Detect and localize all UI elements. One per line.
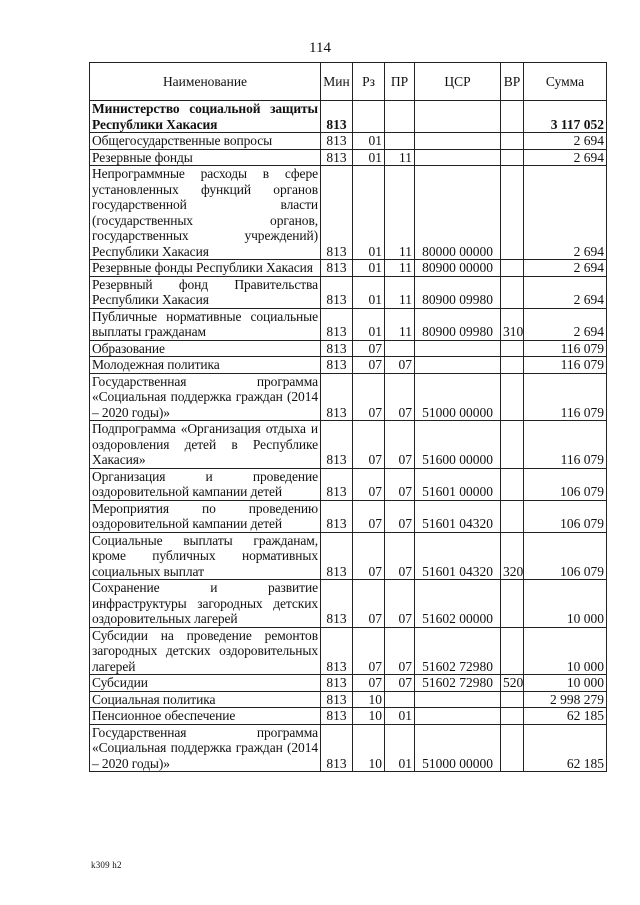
cell-name: Общегосударственные вопросы: [90, 133, 321, 150]
cell-min: 813: [321, 580, 353, 628]
table-row: [90, 340, 607, 357]
cell-vr: 310: [501, 308, 524, 340]
cell-name: Социальные выплаты гражданам, кроме публичных нормативных социальных выплат: [90, 532, 321, 580]
cell-vr: [501, 627, 524, 675]
cell-pr: 11: [385, 260, 415, 277]
cell-sum: 2 694: [524, 133, 607, 150]
cell-csr: 51602 72980: [415, 627, 501, 675]
table-row: [90, 532, 607, 580]
cell-pr: [385, 340, 415, 357]
cell-min: 813: [321, 373, 353, 421]
cell-pr: 07: [385, 468, 415, 500]
cell-min: 813: [321, 532, 353, 580]
cell-rz: 10: [353, 708, 385, 725]
footer-code: k309 h2: [91, 860, 122, 870]
table-row: [90, 627, 607, 675]
cell-min: 813: [321, 708, 353, 725]
cell-min: 813: [321, 500, 353, 532]
table-row: [90, 133, 607, 150]
cell-sum: 62 185: [524, 708, 607, 725]
cell-vr: [501, 166, 524, 260]
table-row: [90, 149, 607, 166]
cell-csr: 80900 00000: [415, 260, 501, 277]
table-header-row: [90, 63, 607, 101]
cell-name: Образование: [90, 340, 321, 357]
cell-rz: 07: [353, 357, 385, 374]
table-row: [90, 724, 607, 772]
cell-min: 813: [321, 357, 353, 374]
table-row: [90, 691, 607, 708]
header-rz: Рз: [353, 63, 385, 101]
cell-vr: [501, 373, 524, 421]
cell-name: Государственная программа «Социальная поддержка граждан (2014 – 2020 годы)»: [90, 724, 321, 772]
table-row: [90, 101, 607, 133]
header-name: Наименование: [90, 63, 321, 101]
cell-vr: [501, 101, 524, 133]
cell-csr: 51000 00000: [415, 724, 501, 772]
cell-pr: 07: [385, 357, 415, 374]
cell-vr: [501, 580, 524, 628]
cell-rz: 01: [353, 149, 385, 166]
cell-csr: 51602 00000: [415, 580, 501, 628]
cell-vr: [501, 133, 524, 150]
cell-sum: 2 998 279: [524, 691, 607, 708]
cell-vr: [501, 468, 524, 500]
cell-pr: 11: [385, 166, 415, 260]
cell-pr: 11: [385, 149, 415, 166]
cell-pr: 07: [385, 532, 415, 580]
cell-name: Мероприятия по проведению оздоровительной кампании детей: [90, 500, 321, 532]
cell-vr: [501, 260, 524, 277]
cell-pr: 07: [385, 627, 415, 675]
cell-csr: [415, 691, 501, 708]
cell-pr: [385, 101, 415, 133]
cell-name: Министерство социальной защиты Республики Хакасия: [90, 101, 321, 133]
cell-name: Организация и проведение оздоровительной кампании детей: [90, 468, 321, 500]
cell-pr: 07: [385, 580, 415, 628]
cell-min: 813: [321, 166, 353, 260]
header-min: Мин: [321, 63, 353, 101]
table-row: [90, 421, 607, 469]
cell-rz: 01: [353, 308, 385, 340]
cell-rz: [353, 101, 385, 133]
cell-csr: 80000 00000: [415, 166, 501, 260]
cell-csr: 51600 00000: [415, 421, 501, 469]
cell-min: 813: [321, 724, 353, 772]
cell-rz: 07: [353, 468, 385, 500]
cell-sum: 10 000: [524, 627, 607, 675]
cell-rz: 01: [353, 133, 385, 150]
cell-name: Непрограммные расходы в сфере установленных функций органов государственной власти (государственных органов, государственных учреждений) Республики Хакасия: [90, 166, 321, 260]
cell-name: Резервные фонды Республики Хакасия: [90, 260, 321, 277]
cell-csr: 51601 04320: [415, 500, 501, 532]
cell-rz: 07: [353, 500, 385, 532]
cell-vr: [501, 708, 524, 725]
cell-name: Социальная политика: [90, 691, 321, 708]
cell-name: Субсидии на проведение ремонтов загородных детских оздоровительных лагерей: [90, 627, 321, 675]
cell-vr: 520: [501, 675, 524, 692]
cell-sum: 3 117 052: [524, 101, 607, 133]
cell-min: 813: [321, 627, 353, 675]
table-row: [90, 708, 607, 725]
cell-sum: 116 079: [524, 421, 607, 469]
cell-pr: 01: [385, 724, 415, 772]
table-row: [90, 468, 607, 500]
cell-vr: [501, 421, 524, 469]
cell-sum: 2 694: [524, 149, 607, 166]
table-row: [90, 580, 607, 628]
cell-sum: 2 694: [524, 260, 607, 277]
cell-csr: [415, 101, 501, 133]
cell-min: 813: [321, 468, 353, 500]
cell-rz: 07: [353, 373, 385, 421]
cell-vr: [501, 691, 524, 708]
cell-csr: 51000 00000: [415, 373, 501, 421]
cell-csr: 51601 00000: [415, 468, 501, 500]
cell-vr: [501, 724, 524, 772]
cell-csr: 80900 09980: [415, 308, 501, 340]
cell-rz: 07: [353, 627, 385, 675]
cell-name: Сохранение и развитие инфраструктуры загородных детских оздоровительных лагерей: [90, 580, 321, 628]
cell-min: 813: [321, 260, 353, 277]
cell-csr: [415, 708, 501, 725]
page-number: 114: [309, 40, 331, 56]
cell-pr: 07: [385, 373, 415, 421]
cell-sum: 10 000: [524, 675, 607, 692]
cell-rz: 07: [353, 421, 385, 469]
cell-min: 813: [321, 308, 353, 340]
cell-pr: 01: [385, 708, 415, 725]
table-row: [90, 276, 607, 308]
cell-min: 813: [321, 675, 353, 692]
cell-pr: 07: [385, 675, 415, 692]
header-csr: ЦСР: [415, 63, 501, 101]
cell-rz: 07: [353, 340, 385, 357]
cell-name: Подпрограмма «Организация отдыха и оздоровления детей в Республике Хакасия»: [90, 421, 321, 469]
cell-vr: [501, 340, 524, 357]
cell-pr: [385, 133, 415, 150]
cell-pr: 07: [385, 500, 415, 532]
cell-name: Резервные фонды: [90, 149, 321, 166]
table-row: [90, 166, 607, 260]
cell-rz: 10: [353, 691, 385, 708]
cell-min: 813: [321, 101, 353, 133]
cell-min: 813: [321, 149, 353, 166]
header-pr: ПР: [385, 63, 415, 101]
cell-vr: [501, 149, 524, 166]
cell-pr: [385, 691, 415, 708]
cell-name: Государственная программа «Социальная поддержка граждан (2014 – 2020 годы)»: [90, 373, 321, 421]
cell-csr: 80900 09980: [415, 276, 501, 308]
table-row: [90, 260, 607, 277]
cell-pr: 11: [385, 308, 415, 340]
cell-name: Резервный фонд Правительства Республики Хакасия: [90, 276, 321, 308]
cell-min: 813: [321, 340, 353, 357]
cell-sum: 10 000: [524, 580, 607, 628]
cell-pr: 07: [385, 421, 415, 469]
table-row: [90, 675, 607, 692]
table-body: [90, 101, 607, 772]
cell-vr: [501, 276, 524, 308]
cell-vr: 320: [501, 532, 524, 580]
cell-name: Субсидии: [90, 675, 321, 692]
cell-min: 813: [321, 276, 353, 308]
table-row: [90, 357, 607, 374]
cell-min: 813: [321, 421, 353, 469]
cell-sum: 2 694: [524, 166, 607, 260]
budget-table: [89, 62, 607, 772]
header-sum: Сумма: [524, 63, 607, 101]
cell-sum: 106 079: [524, 532, 607, 580]
cell-vr: [501, 357, 524, 374]
cell-rz: 01: [353, 276, 385, 308]
cell-sum: 116 079: [524, 357, 607, 374]
table-row: [90, 500, 607, 532]
cell-csr: [415, 133, 501, 150]
cell-csr: [415, 357, 501, 374]
cell-csr: [415, 340, 501, 357]
cell-rz: 10: [353, 724, 385, 772]
cell-csr: [415, 149, 501, 166]
cell-sum: 2 694: [524, 276, 607, 308]
cell-min: 813: [321, 691, 353, 708]
cell-min: 813: [321, 133, 353, 150]
cell-name: Молодежная политика: [90, 357, 321, 374]
cell-sum: 106 079: [524, 468, 607, 500]
table-row: [90, 373, 607, 421]
cell-csr: 51602 72980: [415, 675, 501, 692]
cell-sum: 2 694: [524, 308, 607, 340]
header-vr: ВР: [501, 63, 524, 101]
cell-sum: 116 079: [524, 373, 607, 421]
cell-name: Пенсионное обеспечение: [90, 708, 321, 725]
cell-sum: 62 185: [524, 724, 607, 772]
cell-pr: 11: [385, 276, 415, 308]
table-row: [90, 308, 607, 340]
cell-name: Публичные нормативные социальные выплаты гражданам: [90, 308, 321, 340]
cell-csr: 51601 04320: [415, 532, 501, 580]
cell-rz: 07: [353, 675, 385, 692]
cell-rz: 01: [353, 166, 385, 260]
cell-rz: 07: [353, 580, 385, 628]
cell-rz: 07: [353, 532, 385, 580]
cell-sum: 106 079: [524, 500, 607, 532]
cell-sum: 116 079: [524, 340, 607, 357]
cell-vr: [501, 500, 524, 532]
cell-rz: 01: [353, 260, 385, 277]
